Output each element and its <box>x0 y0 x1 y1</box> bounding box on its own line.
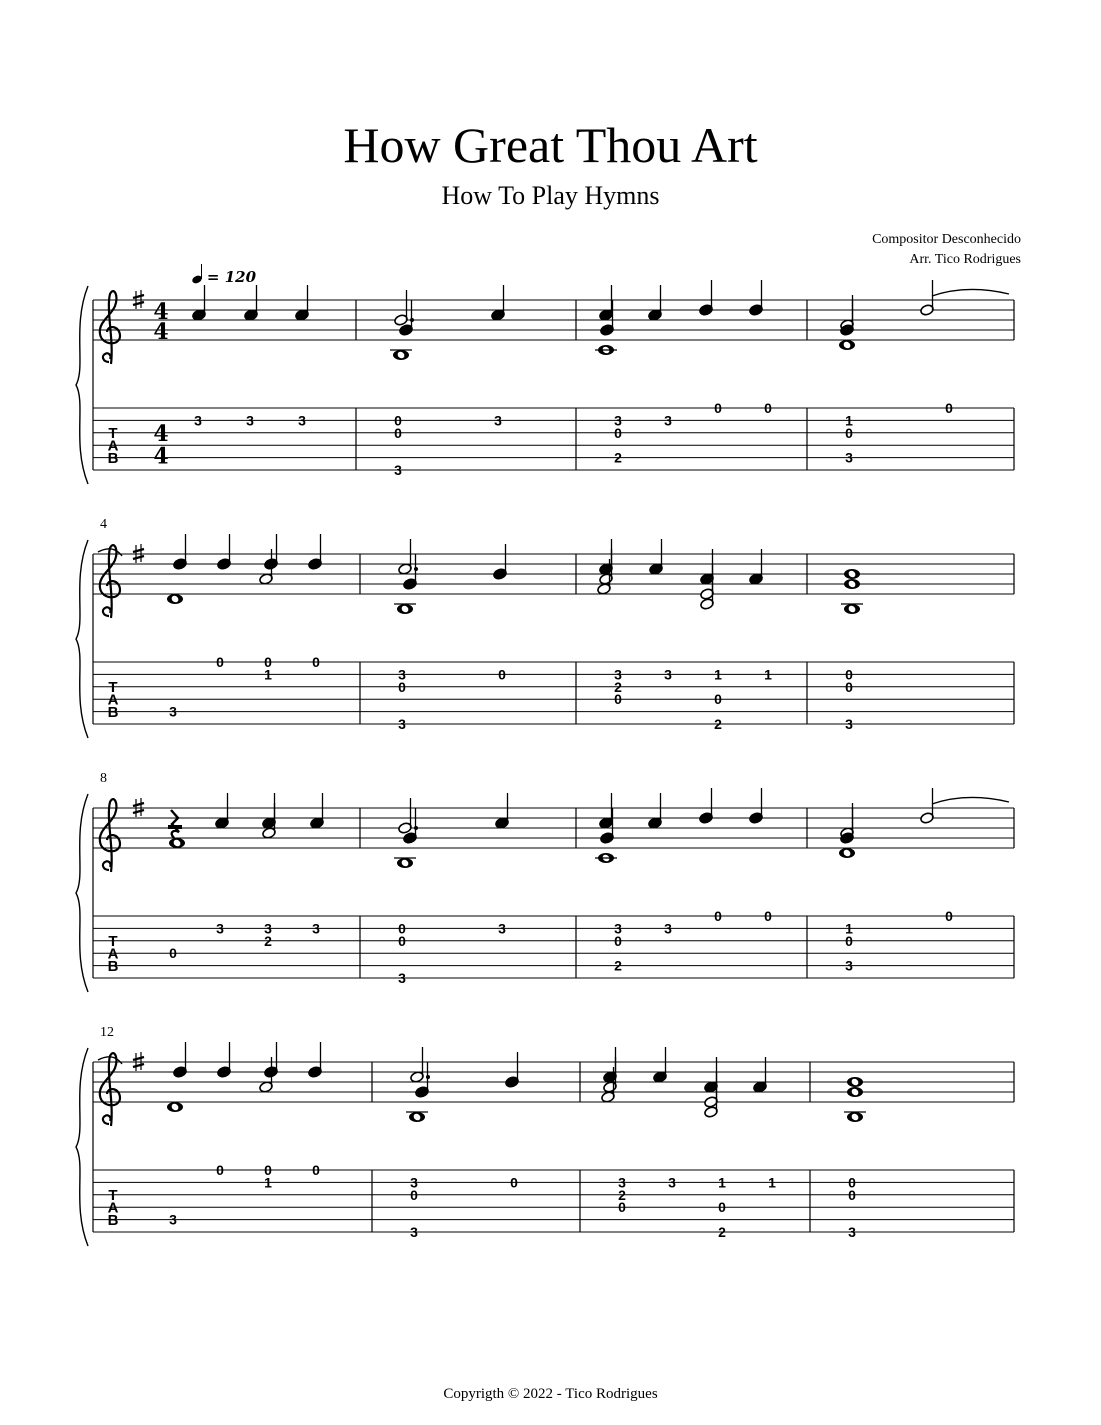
tab-fret-number: 3 <box>664 666 672 683</box>
tab-clef-letter: A <box>107 691 119 709</box>
tab-fret-number: 3 <box>312 920 320 937</box>
tab-fret-number: 1 <box>714 666 722 683</box>
whole-note <box>397 604 413 614</box>
tab-fret-number: 0 <box>398 920 406 937</box>
tab-fret-number: 0 <box>614 932 622 949</box>
page-subtitle: How To Play Hymns <box>441 181 660 210</box>
tab-fret-number: 0 <box>845 932 853 949</box>
tab-fret-number: 0 <box>398 678 406 695</box>
tab-fret-number: 3 <box>169 1211 177 1228</box>
tab-fret-number: 0 <box>845 678 853 695</box>
tab-fret-number: 3 <box>668 1174 676 1191</box>
tab-clef-letter: T <box>108 932 118 950</box>
music-system <box>76 771 1014 992</box>
composer-credit: Compositor Desconhecido <box>872 232 1021 247</box>
tab-fret-number: 3 <box>410 1224 418 1240</box>
tab-fret-number: 0 <box>714 400 722 416</box>
whole-note <box>844 569 860 579</box>
tab-fret-number: 3 <box>398 666 406 683</box>
tab-clef-letter: T <box>108 1186 118 1204</box>
tab-fret-number: 1 <box>264 1174 272 1191</box>
tab-fret-number: 0 <box>216 1162 224 1178</box>
tab-fret-number: 3 <box>494 412 502 429</box>
measure-number: 12 <box>100 1025 114 1040</box>
tie-arc <box>932 289 1009 296</box>
tab-fret-number: 3 <box>398 716 406 732</box>
tab-fret-number: 0 <box>394 412 402 429</box>
tab-fret-number: 3 <box>848 1224 856 1240</box>
tab-clef-letter: B <box>107 449 119 467</box>
tab-fret-number: 2 <box>264 932 272 949</box>
tab-clef-letter: A <box>107 945 119 963</box>
whole-note <box>844 604 860 614</box>
tab-clef-letter: T <box>108 424 118 442</box>
tempo-value: = 120 <box>206 268 257 286</box>
music-system <box>76 280 1014 484</box>
tab-fret-number: 3 <box>664 920 672 937</box>
tab-fret-number: 0 <box>410 1186 418 1203</box>
tab-fret-number: 0 <box>945 400 953 416</box>
whole-note <box>169 838 185 848</box>
tab-clef-letter: T <box>108 678 118 696</box>
whole-note <box>393 350 409 360</box>
tab-fret-number: 3 <box>264 920 272 937</box>
tab-fret-number: 3 <box>618 1174 626 1191</box>
tab-fret-number: 1 <box>264 666 272 683</box>
tab-fret-number: 3 <box>498 920 506 937</box>
tab-fret-number: 3 <box>298 412 306 429</box>
tab-fret-number: 2 <box>614 957 622 974</box>
tab-fret-number: 0 <box>714 908 722 924</box>
whole-note <box>839 340 855 350</box>
tab-fret-number: 0 <box>764 908 772 924</box>
whole-note <box>839 848 855 858</box>
tab-fret-number: 3 <box>845 957 853 974</box>
treble-clef-icon <box>100 799 120 872</box>
system-brace <box>76 540 88 738</box>
tab-fret-number: 1 <box>718 1174 726 1191</box>
tab-fret-number: 0 <box>614 424 622 441</box>
tab-fret-number: 3 <box>664 412 672 429</box>
whole-note <box>397 858 413 868</box>
tab-fret-number: 3 <box>614 666 622 683</box>
tab-fret-number: 0 <box>169 945 177 962</box>
tab-fret-number: 0 <box>945 908 953 924</box>
treble-clef-icon <box>100 1053 120 1126</box>
tab-fret-number: 2 <box>614 449 622 466</box>
tab-clef-letter: A <box>107 437 119 455</box>
time-signature-bottom: 4 <box>153 319 169 345</box>
system-brace <box>76 1048 88 1246</box>
tab-fret-number: 0 <box>216 654 224 670</box>
whole-note <box>167 1102 183 1112</box>
tab-fret-number: 1 <box>764 666 772 683</box>
tab-fret-number: 0 <box>264 654 272 670</box>
tab-clef-letter: A <box>107 1199 119 1217</box>
treble-clef-icon <box>100 545 120 618</box>
tab-fret-number: 0 <box>848 1186 856 1203</box>
tab-fret-number: 3 <box>169 703 177 720</box>
tab-fret-number: 0 <box>845 424 853 441</box>
half-rest-icon <box>168 825 182 829</box>
tab-fret-number: 2 <box>614 678 622 695</box>
tab-fret-number: 0 <box>845 666 853 683</box>
time-signature-top: 4 <box>153 299 169 325</box>
tab-fret-number: 3 <box>194 412 202 429</box>
tab-fret-number: 0 <box>618 1199 626 1216</box>
tab-fret-number: 3 <box>216 920 224 937</box>
tab-time-signature-top: 4 <box>153 420 169 447</box>
arranger-credit: Arr. Tico Rodrigues <box>909 252 1021 267</box>
tab-fret-number: 1 <box>845 920 853 937</box>
tab-fret-number: 2 <box>718 1224 726 1240</box>
tab-fret-number: 0 <box>848 1174 856 1191</box>
tab-fret-number: 3 <box>614 920 622 937</box>
measure-number: 4 <box>100 517 107 532</box>
tab-fret-number: 0 <box>764 400 772 416</box>
tab-fret-number: 0 <box>312 1162 320 1178</box>
whole-note <box>844 579 860 589</box>
measure-number: 8 <box>100 771 107 786</box>
tab-fret-number: 0 <box>394 424 402 441</box>
tab-time-signature-bottom: 4 <box>153 443 169 470</box>
tab-clef-letter: B <box>107 703 119 721</box>
tab-fret-number: 3 <box>845 449 853 466</box>
tab-fret-number: 0 <box>398 932 406 949</box>
whole-note <box>847 1112 863 1122</box>
tab-fret-number: 0 <box>718 1199 726 1216</box>
whole-note <box>847 1087 863 1097</box>
tab-fret-number: 2 <box>618 1186 626 1203</box>
tab-fret-number: 0 <box>510 1174 518 1191</box>
tab-fret-number: 3 <box>394 462 402 478</box>
tab-fret-number: 2 <box>714 716 722 732</box>
music-system <box>76 517 1014 738</box>
tab-fret-number: 0 <box>498 666 506 683</box>
copyright-notice: Copyrigth © 2022 - Tico Rodrigues <box>443 1386 658 1402</box>
quarter-rest-icon <box>171 810 179 838</box>
tab-fret-number: 3 <box>410 1174 418 1191</box>
tie-arc <box>932 797 1009 804</box>
system-brace <box>76 794 88 992</box>
tab-fret-number: 3 <box>246 412 254 429</box>
tab-fret-number: 3 <box>398 970 406 986</box>
treble-clef-icon <box>100 291 120 364</box>
tab-fret-number: 0 <box>264 1162 272 1178</box>
tab-fret-number: 3 <box>614 412 622 429</box>
tab-fret-number: 0 <box>312 654 320 670</box>
page-title: How Great Thou Art <box>343 117 758 173</box>
whole-note <box>409 1112 425 1122</box>
tab-clef-letter: B <box>107 957 119 975</box>
system-brace <box>76 286 88 484</box>
whole-note <box>847 1077 863 1087</box>
music-system <box>76 1025 1014 1246</box>
tab-clef-letter: B <box>107 1211 119 1229</box>
tab-fret-number: 1 <box>768 1174 776 1191</box>
whole-note <box>167 594 183 604</box>
tab-fret-number: 1 <box>845 412 853 429</box>
tab-fret-number: 0 <box>714 691 722 708</box>
tab-fret-number: 3 <box>845 716 853 732</box>
tab-fret-number: 0 <box>614 691 622 708</box>
